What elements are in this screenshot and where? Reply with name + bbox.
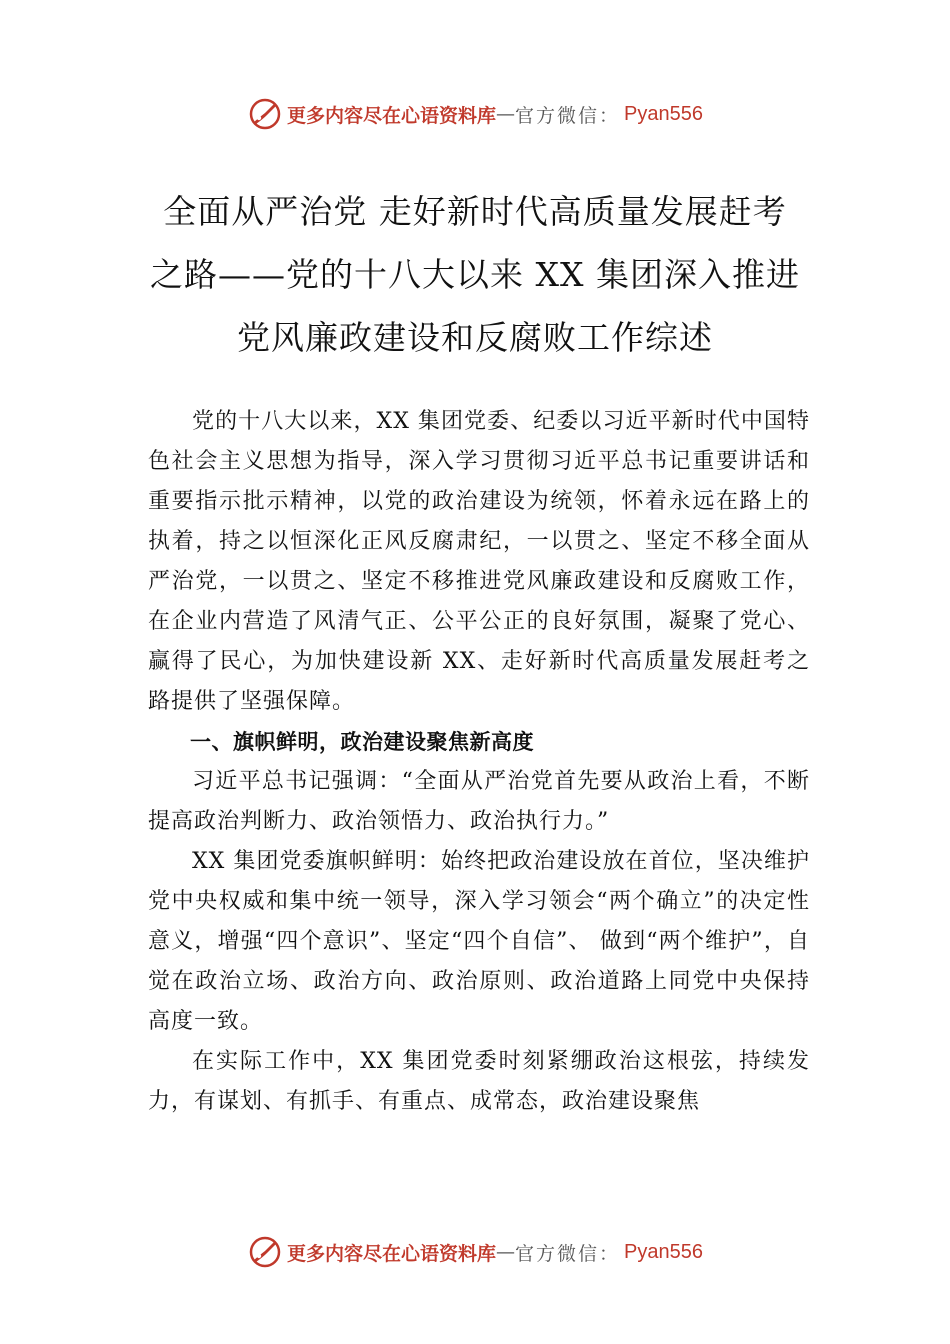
watermark-wechat-label: 官方微信： bbox=[515, 104, 621, 127]
footer-watermark bbox=[0, 1232, 950, 1272]
intro-paragraph: 党的十八大以来，XX 集团党委、纪委以习近平新时代中国特色社会主义思想为指导，深入学习贯彻习近平总书记重要讲话和重要指示批示精神，以党的政治建设为统领，怀着永远在路上的执着，持之以恒深化正风反腐肃纪，一以贯之、坚定不移全面从严治党，一以贯之、坚定不移推进党风廉政建设和反腐败工作，在企业内营造了风清气正、公平公正的良好氛围，凝聚了党心、赢得了民心，为加快建设新 XX、走好新时代高质量发展赶考之路提供了坚强保障。 bbox=[148, 409, 810, 714]
watermark-brand-text: 更多内容尽在心语资料库 bbox=[287, 1242, 497, 1265]
watermark-separator: — bbox=[496, 1241, 516, 1263]
watermark-brand-text: 更多内容尽在心语资料库 bbox=[287, 104, 497, 127]
section-paragraph-stance: XX 集团党委旗帜鲜明：始终把政治建设放在首位，坚决维护党中央权威和集中统一领导，深入学习领会“两个确立”的决定性意义，增强“四个意识”、坚定“四个自信”、 做到“两个维护”，自觉在政治立场、政治方向、政治原则、政治道路上同党中央保持高度一致。 bbox=[148, 849, 810, 1034]
watermark-wechat-id: Pyan556 bbox=[624, 1240, 703, 1263]
section-heading: 一、旗帜鲜明，政治建设聚焦新高度 bbox=[190, 730, 534, 754]
section-paragraph-practice: 在实际工作中，XX 集团党委时刻紧绷政治这根弦，持续发力，有谋划、有抓手、有重点、成常态，政治建设聚焦 bbox=[148, 1049, 810, 1114]
document-title: 全面从严治党 走好新时代高质量发展赶考之路——党的十八大以来 XX 集团深入推进党风廉政建设和反腐败工作综述 bbox=[150, 192, 800, 357]
brush-logo-icon bbox=[247, 96, 283, 132]
watermark-wechat-label: 官方微信： bbox=[515, 1242, 621, 1265]
brush-logo-icon bbox=[247, 1234, 283, 1270]
section-paragraph-quote: 习近平总书记强调：“全面从严治党首先要从政治上看，不断提高政治判断力、政治领悟力、政治执行力。” bbox=[148, 769, 810, 834]
header-watermark bbox=[0, 94, 950, 134]
watermark-separator: — bbox=[496, 103, 516, 125]
watermark-wechat-id: Pyan556 bbox=[624, 102, 703, 125]
document-body bbox=[148, 402, 810, 1122]
